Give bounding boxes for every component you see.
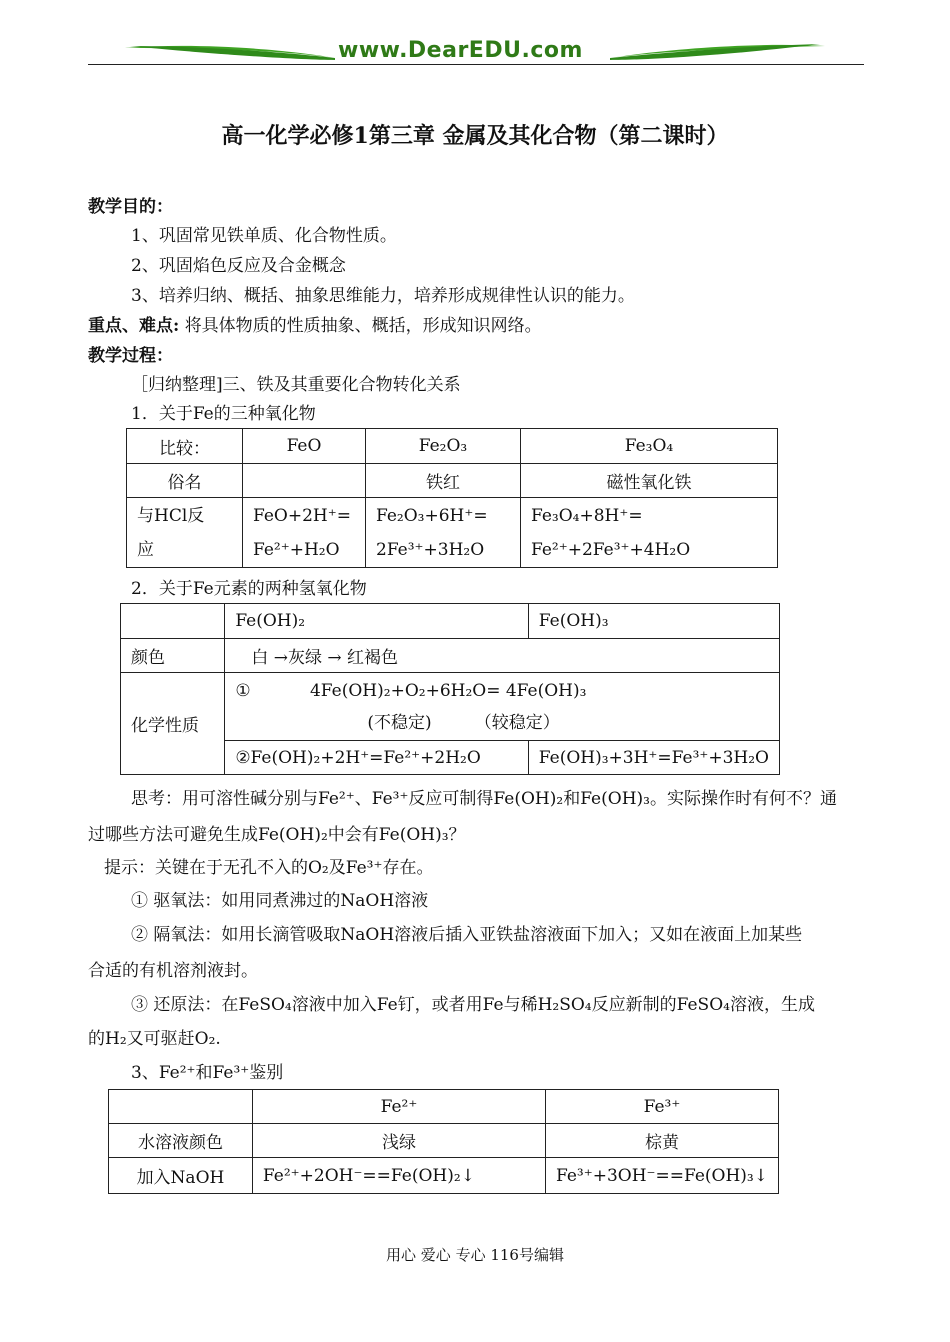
table-cell [366, 498, 521, 568]
table-row [121, 604, 780, 639]
section3-title: 3、Fe²⁺和Fe³⁺鉴别 [131, 1063, 284, 1083]
method-2: ② 隔氧法：如用长滴管吸取NaOH溶液后插入亚铁盐溶液面下加入；又如在液面上加某些 [131, 925, 803, 945]
think-question: 思考：用可溶性碱分别与Fe²⁺、Fe³⁺反应可制得Fe(OH)₂和Fe(OH)₃。实际操作时有何不？通 [131, 789, 837, 809]
table-row [127, 429, 778, 464]
header-rule [88, 64, 864, 65]
table-cell: 化学性质 [121, 673, 225, 775]
table-cell: 比较： [127, 429, 243, 464]
method-2-cont: 合适的有机溶剂液封。 [88, 961, 258, 981]
cell-line: Fe²⁺+2Fe³⁺+4H₂O [531, 539, 691, 560]
table-cell: ②Fe(OH)₂+2H⁺=Fe²⁺+2H₂O [225, 741, 528, 775]
cell-line: Fe²⁺+H₂O [253, 539, 340, 560]
table-cell [121, 604, 225, 639]
method-1: ① 驱氧法：如用同煮沸过的NaOH溶液 [131, 891, 429, 911]
table-cell: 水溶液颜色 [109, 1124, 253, 1158]
table-cell: Fe³⁺ [545, 1090, 778, 1124]
table-cell: Fe(OH)₃+3H⁺=Fe³⁺+3H₂O [528, 741, 779, 775]
table-cell: Fe(OH)₃ [528, 604, 779, 639]
key-points [88, 311, 542, 336]
table-cell: Fe²⁺ [252, 1090, 545, 1124]
reaction-oxidation: ① 4Fe(OH)₂+O₂+6H₂O= 4Fe(OH)₃ [235, 680, 587, 701]
section1-title: 1．关于Fe的三种氧化物 [131, 404, 316, 424]
table-cell: 磁性氧化铁 [521, 464, 778, 498]
oxides-table [126, 428, 778, 568]
table-cell: 棕黄 [545, 1124, 778, 1158]
table-cell: 颜色 [121, 639, 225, 673]
table-cell [521, 498, 778, 568]
section2-title: 2．关于Fe元素的两种氢氧化物 [131, 579, 367, 599]
table-cell [243, 464, 366, 498]
method-3: ③ 还原法：在FeSO₄溶液中加入Fe钉，或者用Fe与稀H₂SO₄反应新制的FeSO₄溶液，生成 [131, 995, 815, 1015]
table-cell: Fe₂O₃ [366, 429, 521, 464]
objective-item: 2、巩固焰色反应及合金概念 [131, 256, 346, 276]
key-points-text: 将具体物质的性质抽象、概括，形成知识网络。 [184, 316, 542, 336]
table-row [121, 639, 780, 673]
method-3-cont: 的H₂又可驱赶O₂. [88, 1029, 221, 1049]
table-cell: Fe₃O₄ [521, 429, 778, 464]
page-footer: 用心 爱心 专心 116号编辑 [386, 1246, 564, 1264]
site-logo-text: www.DearEDU.com [338, 38, 583, 63]
table-cell: FeO [243, 429, 366, 464]
table-row [109, 1090, 779, 1124]
table-cell [225, 673, 780, 741]
objectives-label: 教学目的： [88, 197, 173, 217]
table-cell: 浅绿 [252, 1124, 545, 1158]
summary-heading: ［归纳整理]三、铁及其重要化合物转化关系 [131, 375, 461, 395]
hydroxides-table [120, 603, 780, 775]
page-title: 高一化学必修1第三章 金属及其化合物（第二课时） [221, 123, 729, 149]
cell-line: Fe₃O₄+8H⁺= [531, 505, 643, 526]
process-label: 教学过程： [88, 346, 173, 366]
table-cell: 俗名 [127, 464, 243, 498]
cell-line: 2Fe³⁺+3H₂O [376, 539, 485, 560]
hint: 提示：关键在于无孔不入的O₂及Fe³⁺存在。 [104, 858, 434, 878]
cell-line: 与HCl反 [137, 505, 205, 526]
objective-item: 1、巩固常见铁单质、化合物性质。 [131, 226, 397, 246]
cell-line: FeO+2H⁺= [253, 505, 351, 526]
table-row [109, 1158, 779, 1194]
table-cell: Fe(OH)₂ [225, 604, 528, 639]
table-cell: 铁红 [366, 464, 521, 498]
table-row [127, 464, 778, 498]
cell-line: Fe₂O₃+6H⁺= [376, 505, 488, 526]
table-cell: 加入NaOH [109, 1158, 253, 1194]
table-row [121, 673, 780, 741]
objective-item: 3、培养归纳、概括、抽象思维能力，培养形成规律性认识的能力。 [131, 286, 635, 306]
table-cell [243, 498, 366, 568]
key-points-label: 重点、难点: [88, 316, 180, 336]
table-cell: Fe³⁺+3OH⁻==Fe(OH)₃↓ [545, 1158, 778, 1194]
stability-note: (不稳定) （较稳定） [367, 712, 560, 733]
table-row [109, 1124, 779, 1158]
think-question-cont: 过哪些方法可避免生成Fe(OH)₂中会有Fe(OH)₃？ [88, 825, 466, 845]
table-cell: Fe²⁺+2OH⁻==Fe(OH)₂↓ [252, 1158, 545, 1194]
table-cell [109, 1090, 253, 1124]
cell-line: 应 [137, 539, 154, 560]
table-row [127, 498, 778, 568]
table-cell [127, 498, 243, 568]
table-cell: 白 →灰绿 → 红褐色 [225, 639, 780, 673]
ion-identification-table [108, 1089, 779, 1194]
